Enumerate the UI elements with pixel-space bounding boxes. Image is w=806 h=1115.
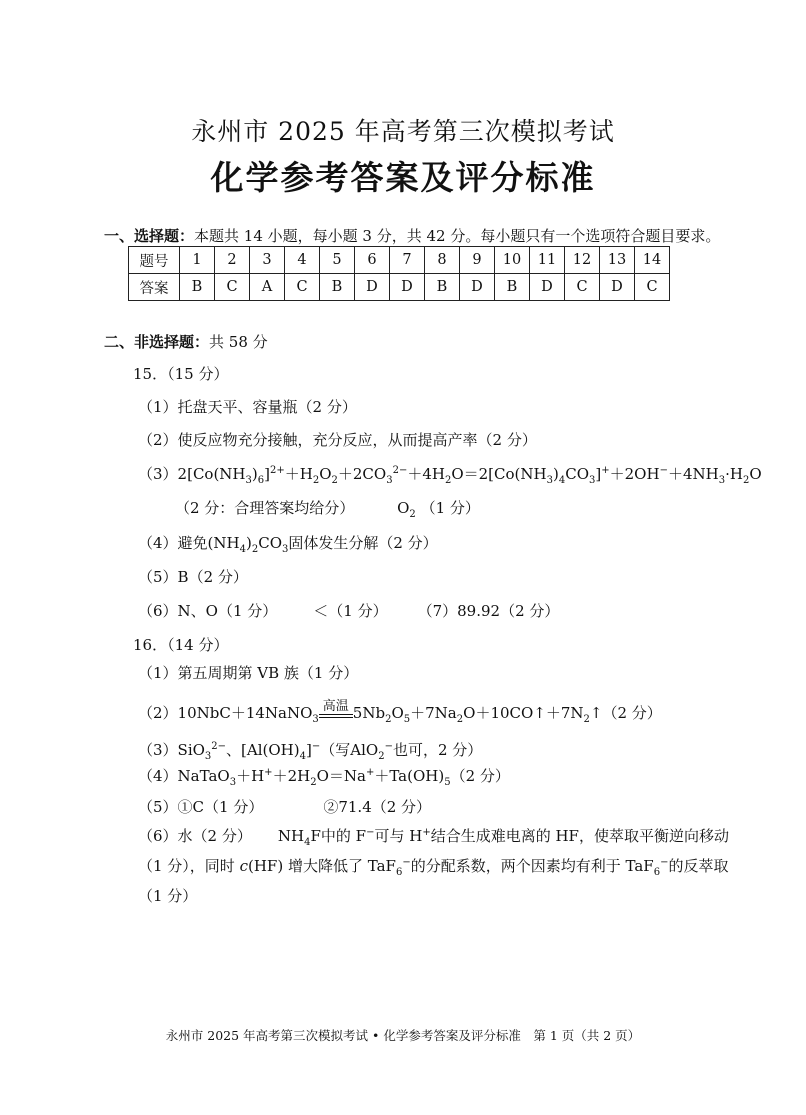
q15-part2: （2）使反应物充分接触，充分反应，从而提高产率（2 分） — [138, 431, 537, 449]
answer-cell: C — [285, 274, 320, 301]
section1-label: 一、选择题： — [104, 227, 195, 245]
q16-part3-mid: （写 — [320, 741, 351, 759]
answer-cell: B — [320, 274, 355, 301]
q15-part6-7 — [138, 601, 559, 621]
question-number: 4 — [285, 247, 320, 274]
answer-cell: B — [180, 274, 215, 301]
answer-cell: D — [355, 274, 390, 301]
q16-part5b: ②71.4（2 分） — [323, 798, 432, 816]
q16-part4: $(4)NaTaO_3+H^++2H_2O=Na^++Ta(OH)_5(2$ 分） — [138, 767, 510, 788]
answer-cell: D — [530, 274, 565, 301]
q16-part6-line2: （1 分），同时 c(HF) 增大降低了 TaF$_6$−的分配系数，两个因素均有利于 TaF$_6$−的反萃取 — [138, 857, 729, 878]
q16-part6-text-c: 可与 H — [374, 827, 423, 845]
question-number: 2 — [215, 247, 250, 274]
document-subtitle: 化学参考答案及评分标准 — [210, 158, 596, 197]
q16-part6-text-b: 中的 F — [320, 827, 367, 845]
q16-part3-end: 也可，2 分） — [392, 741, 483, 759]
q16-part6-line2-b: 增大降低了 — [287, 857, 363, 875]
q15-heading: 15．（15 分） — [133, 365, 229, 383]
question-number: 3 — [250, 247, 285, 274]
q16-part3-label: （3） — [138, 741, 178, 759]
q15-part7: （7）89.92（2 分） — [417, 602, 560, 620]
q16-part6-text-d: 结合生成难电离的 HF，使萃取平衡逆向移动 — [430, 827, 729, 845]
exam-title: 永州市 2025 年高考第三次模拟考试 — [191, 117, 615, 146]
q16-part5 — [138, 797, 431, 817]
answer-cell: D — [390, 274, 425, 301]
q16-part2-equation: （2）10NbC＋14NaNO$_3$ 高温 $5Nb_2O_5+7Na_2O+10CO↑+7N_2↑(2$ 分） — [138, 699, 662, 725]
q16-part1: （1）第五周期第 VB 族（1 分） — [138, 664, 359, 682]
table-row-answers — [129, 274, 670, 301]
q15-part1: （1）托盘天平、容量瓶（2 分） — [138, 398, 357, 416]
question-number: 6 — [355, 247, 390, 274]
section1-desc: 本题共 14 小题，每小题 3 分，共 42 分。每小题只有一个选项符合题目要求。 — [194, 227, 721, 245]
q16-part4-label: （4） — [138, 767, 178, 785]
question-number: 8 — [425, 247, 460, 274]
q16-part2-label: （2） — [138, 704, 178, 722]
q16-part5a: （5）①C（1 分） — [138, 798, 264, 816]
q16-part4-score: （2 分） — [450, 767, 510, 785]
question-number: 10 — [495, 247, 530, 274]
section2-desc: 共 58 分 — [209, 333, 268, 351]
q15-part4-text-a: （4）避免 — [138, 534, 208, 552]
answer-cell: C — [565, 274, 600, 301]
question-number: 1 — [180, 247, 215, 274]
answer-cell: C — [215, 274, 250, 301]
page-footer: 永州市 2025 年高考第三次模拟考试 • 化学参考答案及评分标准 第 1 页（共 2 页） — [165, 1028, 641, 1043]
answer-table — [128, 246, 670, 301]
answer-cell: D — [460, 274, 495, 301]
q15-part6b: ＜（1 分） — [313, 602, 388, 620]
answer-cell: B — [425, 274, 460, 301]
table-row-numbers — [129, 247, 670, 274]
q16-part6-line2-a: （1 分），同时 — [138, 857, 235, 875]
q16-part2-score: （2 分） — [602, 704, 662, 722]
q16-part6-line2-c: 的分配系数，两个因素均有利于 — [410, 857, 621, 875]
section2-heading — [104, 332, 268, 352]
reaction-condition: 高温 — [322, 699, 349, 714]
question-number: 11 — [530, 247, 565, 274]
q16-part6-line2-d: 的反萃取 — [668, 857, 729, 875]
q15-part3-equation: $(3)2[Co(NH_3)_6]^{2+}+H_2O_2+2CO_3^{2-}+4H_2O=2[Co(NH_3)_4CO_3]^++2OH^-+4NH_3\cdot H_2O$ — [138, 465, 762, 486]
q16-part3: （3）SiO$_3^{2-}$、$[Al(OH)_4]^-$（写AlO$_2$−也可，2 分） — [138, 741, 483, 762]
section2-label: 二、非选择题： — [104, 333, 210, 351]
question-number: 12 — [565, 247, 600, 274]
q15-part4-text-b: 固体发生分解（2 分） — [288, 534, 438, 552]
q15-part5: （5）B（2 分） — [138, 568, 248, 586]
row-label-answer: 答案 — [129, 274, 180, 301]
section1-heading — [104, 226, 720, 246]
q15-part3-label: （3） — [138, 465, 178, 483]
q16-heading: 16．（14 分） — [133, 636, 229, 654]
q16-part6-line3: （1 分） — [138, 887, 198, 905]
q15-part3-score-note: （2 分：合理答案均给分） — [175, 499, 355, 517]
question-number: 13 — [600, 247, 635, 274]
reaction-condition-sign — [319, 699, 353, 718]
q15-part4: （4）避免$(NH_4)_2CO_3$固体发生分解（2 分） — [138, 534, 438, 555]
question-number: 9 — [460, 247, 495, 274]
answer-cell: C — [635, 274, 670, 301]
answer-cell: A — [250, 274, 285, 301]
question-number: 7 — [390, 247, 425, 274]
q15-part3-note: （2 分：合理答案均给分） $O_2$ （1 分） — [175, 499, 480, 520]
q16-part6-line1: （6）水（2 分） $NH_4F$中的 F−可与 H+结合生成难电离的 HF，使萃取平衡逆向移动 — [138, 827, 729, 848]
question-number: 5 — [320, 247, 355, 274]
q16-part6-answer: （6）水（2 分） — [138, 827, 252, 845]
row-label-number: 题号 — [129, 247, 180, 274]
answer-cell: D — [600, 274, 635, 301]
question-number: 14 — [635, 247, 670, 274]
q15-part6: （6）N、O（1 分） — [138, 602, 278, 620]
answer-cell: B — [495, 274, 530, 301]
q15-o2-score: （1 分） — [420, 499, 480, 517]
